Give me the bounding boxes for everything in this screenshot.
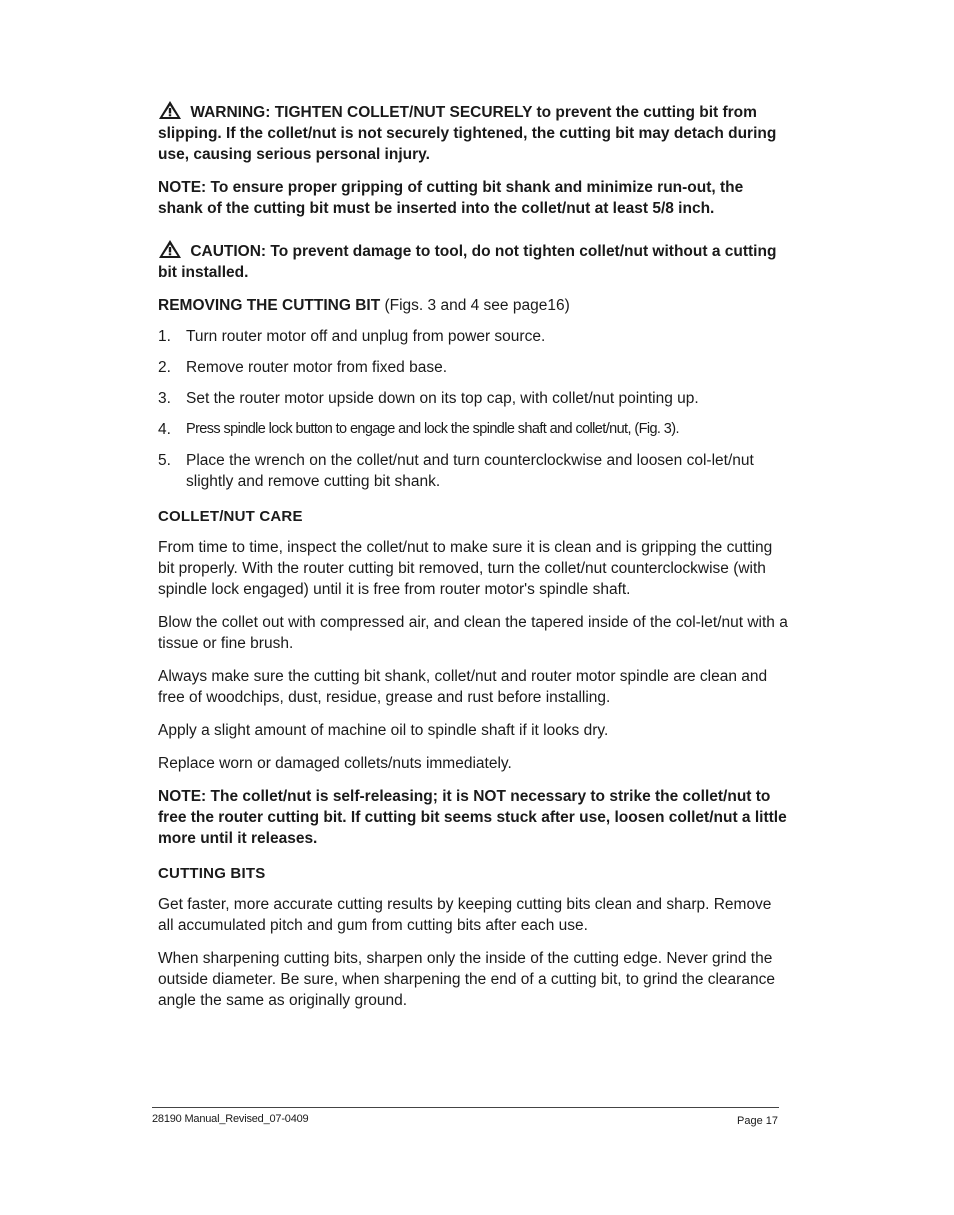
collet-care-title: COLLET/NUT CARE <box>158 508 303 525</box>
removing-figure-note: (Figs. 3 and 4 see page16) <box>384 297 570 314</box>
step-item <box>158 419 788 440</box>
collet-care-paragraph: Blow the collet out with compressed air, and clean the tapered inside of the col-let/nut with a tissue or fine brush. <box>158 614 788 652</box>
cutting-bits-title: CUTTING BITS <box>158 865 266 882</box>
warning-label: WARNING: <box>190 104 271 121</box>
step-text: Turn router motor off and unplug from power source. <box>186 328 546 345</box>
step-number: 1. <box>158 328 171 345</box>
step-text: Press spindle lock button to engage and lock the spindle shaft and collet/nut, (Fig. 3). <box>186 421 679 437</box>
removing-title: REMOVING THE CUTTING BIT <box>158 297 381 314</box>
collet-care-paragraph: Replace worn or damaged collets/nuts immediately. <box>158 755 512 772</box>
step-item <box>158 450 788 492</box>
cutting-bits-paragraph: Get faster, more accurate cutting results by keeping cutting bits clean and sharp. Remove all accumulated pitch and gum from cutting bits after each use. <box>158 896 772 934</box>
step-text: Remove router motor from fixed base. <box>186 359 448 376</box>
removing-steps-list <box>158 326 788 492</box>
caution-block <box>158 239 788 283</box>
step-number: 2. <box>158 359 171 376</box>
step-text: Place the wrench on the collet/nut and turn counterclockwise and loosen col-let/nut slightly and remove cutting bit shank. <box>186 452 754 490</box>
step-number: 5. <box>158 452 171 469</box>
step-item <box>158 357 788 378</box>
footer-divider <box>152 1107 779 1108</box>
caution-label: CAUTION: <box>190 243 267 260</box>
step-item <box>158 388 788 409</box>
warning-triangle-icon <box>158 100 182 120</box>
step-number: 3. <box>158 390 171 407</box>
caution-triangle-icon <box>158 239 182 259</box>
step-number: 4. <box>158 421 171 438</box>
step-item <box>158 326 788 347</box>
removing-heading <box>158 295 788 316</box>
warning-text: TIGHTEN COLLET/NUT SECURELY to prevent the cutting bit from slipping. If the collet/nut is not securely tightened, the cutting bit may detach during use, causing serious personal injury. <box>158 104 777 163</box>
note-shank-depth: NOTE: To ensure proper gripping of cutting bit shank and minimize run-out, the shank of the cutting bit must be inserted into the collet/nut at least 5/8 inch. <box>158 179 744 217</box>
manual-page <box>158 100 788 1023</box>
collet-care-paragraph: From time to time, inspect the collet/nut to make sure it is clean and is gripping the cutting bit properly. With the router cutting bit removed, turn the collet/nut counterclockwise (with spindle lock engaged) until it is free from router motor's spindle shaft. <box>158 539 773 598</box>
cutting-bits-paragraph: When sharpening cutting bits, sharpen only the inside of the cutting edge. Never grind the outside diameter. Be sure, when sharpening the end of a cutting bit, to grind the clearance angle the same as originally ground. <box>158 950 775 1009</box>
step-text: Set the router motor upside down on its top cap, with collet/nut pointing up. <box>186 390 699 407</box>
caution-text: To prevent damage to tool, do not tighten collet/nut without a cutting bit installed. <box>158 243 777 281</box>
collet-care-paragraph: Apply a slight amount of machine oil to spindle shaft if it looks dry. <box>158 722 609 739</box>
warning-block <box>158 100 788 165</box>
collet-self-releasing-note: NOTE: The collet/nut is self-releasing; it is NOT necessary to strike the collet/nut to free the router cutting bit. If cutting bit seems stuck after use, loosen collet/nut a little more until it releases. <box>158 788 787 847</box>
footer-document-id: 28190 Manual_Revised_07-0409 <box>152 1113 309 1125</box>
footer-page-number: Page 17 <box>737 1115 778 1127</box>
collet-care-paragraph: Always make sure the cutting bit shank, collet/nut and router motor spindle are clean and free of woodchips, dust, residue, grease and rust before installing. <box>158 668 768 706</box>
